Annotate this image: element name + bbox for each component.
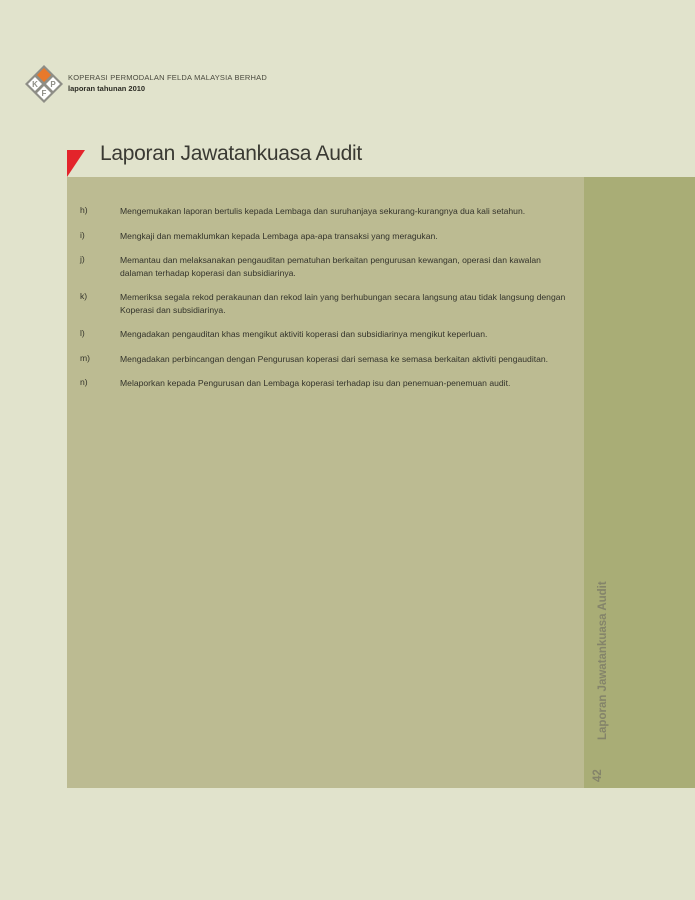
item-letter: j) <box>80 254 85 264</box>
item-letter: k) <box>80 291 88 301</box>
side-section-label: Laporan Jawatankuasa Audit <box>597 581 609 740</box>
item-letter: n) <box>80 377 88 387</box>
item-letter: m) <box>80 352 91 363</box>
item-letter: l) <box>80 328 85 338</box>
item-text: Memantau dan melaksanakan pengauditan pematuhan berkaitan pengurusan kewangan, operasi dan kawalan dalaman terhadap koperasi dan subsidiarinya. <box>120 255 541 278</box>
item-text: Mengadakan perbincangan dengan Pengurusan koperasi dari semasa ke semasa berkaitan aktiviti pengauditan. <box>120 353 549 364</box>
list-item-h <box>80 205 575 218</box>
red-triangle-marker <box>67 150 85 177</box>
organization-name: KOPERASI PERMODALAN FELDA MALAYSIA BERHAD <box>68 73 267 82</box>
item-text: Mengkaji dan memaklumkan kepada Lembaga apa-apa transaksi yang meragukan. <box>120 230 438 241</box>
item-text: Mengadakan pengauditan khas mengikut aktiviti koperasi dan subsidiarinya mengikut keperluan. <box>120 329 488 339</box>
item-letter: h) <box>80 205 88 215</box>
page-number: 42 <box>592 769 604 782</box>
report-year-label: laporan tahunan 2010 <box>68 84 146 93</box>
logo-letter-p: P <box>50 80 56 89</box>
kpf-logo <box>24 64 64 104</box>
list-item-m <box>80 353 575 366</box>
list-item-k <box>80 291 575 316</box>
list-item-l <box>80 328 575 341</box>
responsibility-list <box>80 205 575 402</box>
item-text: Memeriksa segala rekod perakaunan dan rekod lain yang berhubungan secara langsung atau tidak langsung dengan Koperasi dan subsidiarinya. <box>120 292 566 315</box>
logo-letter-k: K <box>32 80 38 89</box>
item-letter: i) <box>80 229 85 240</box>
page-title: Laporan Jawatankuasa Audit <box>100 142 362 165</box>
list-item-j <box>80 254 575 279</box>
list-item-i <box>80 230 575 243</box>
logo-letter-f: F <box>41 89 47 98</box>
item-text: Melaporkan kepada Pengurusan dan Lembaga koperasi terhadap isu dan penemuan-penemuan audit. <box>120 378 511 388</box>
list-item-n <box>80 377 575 390</box>
item-text: Mengemukakan laporan bertulis kepada Lembaga dan suruhanjaya sekurang-kurangnya dua kali setahun. <box>120 206 526 216</box>
